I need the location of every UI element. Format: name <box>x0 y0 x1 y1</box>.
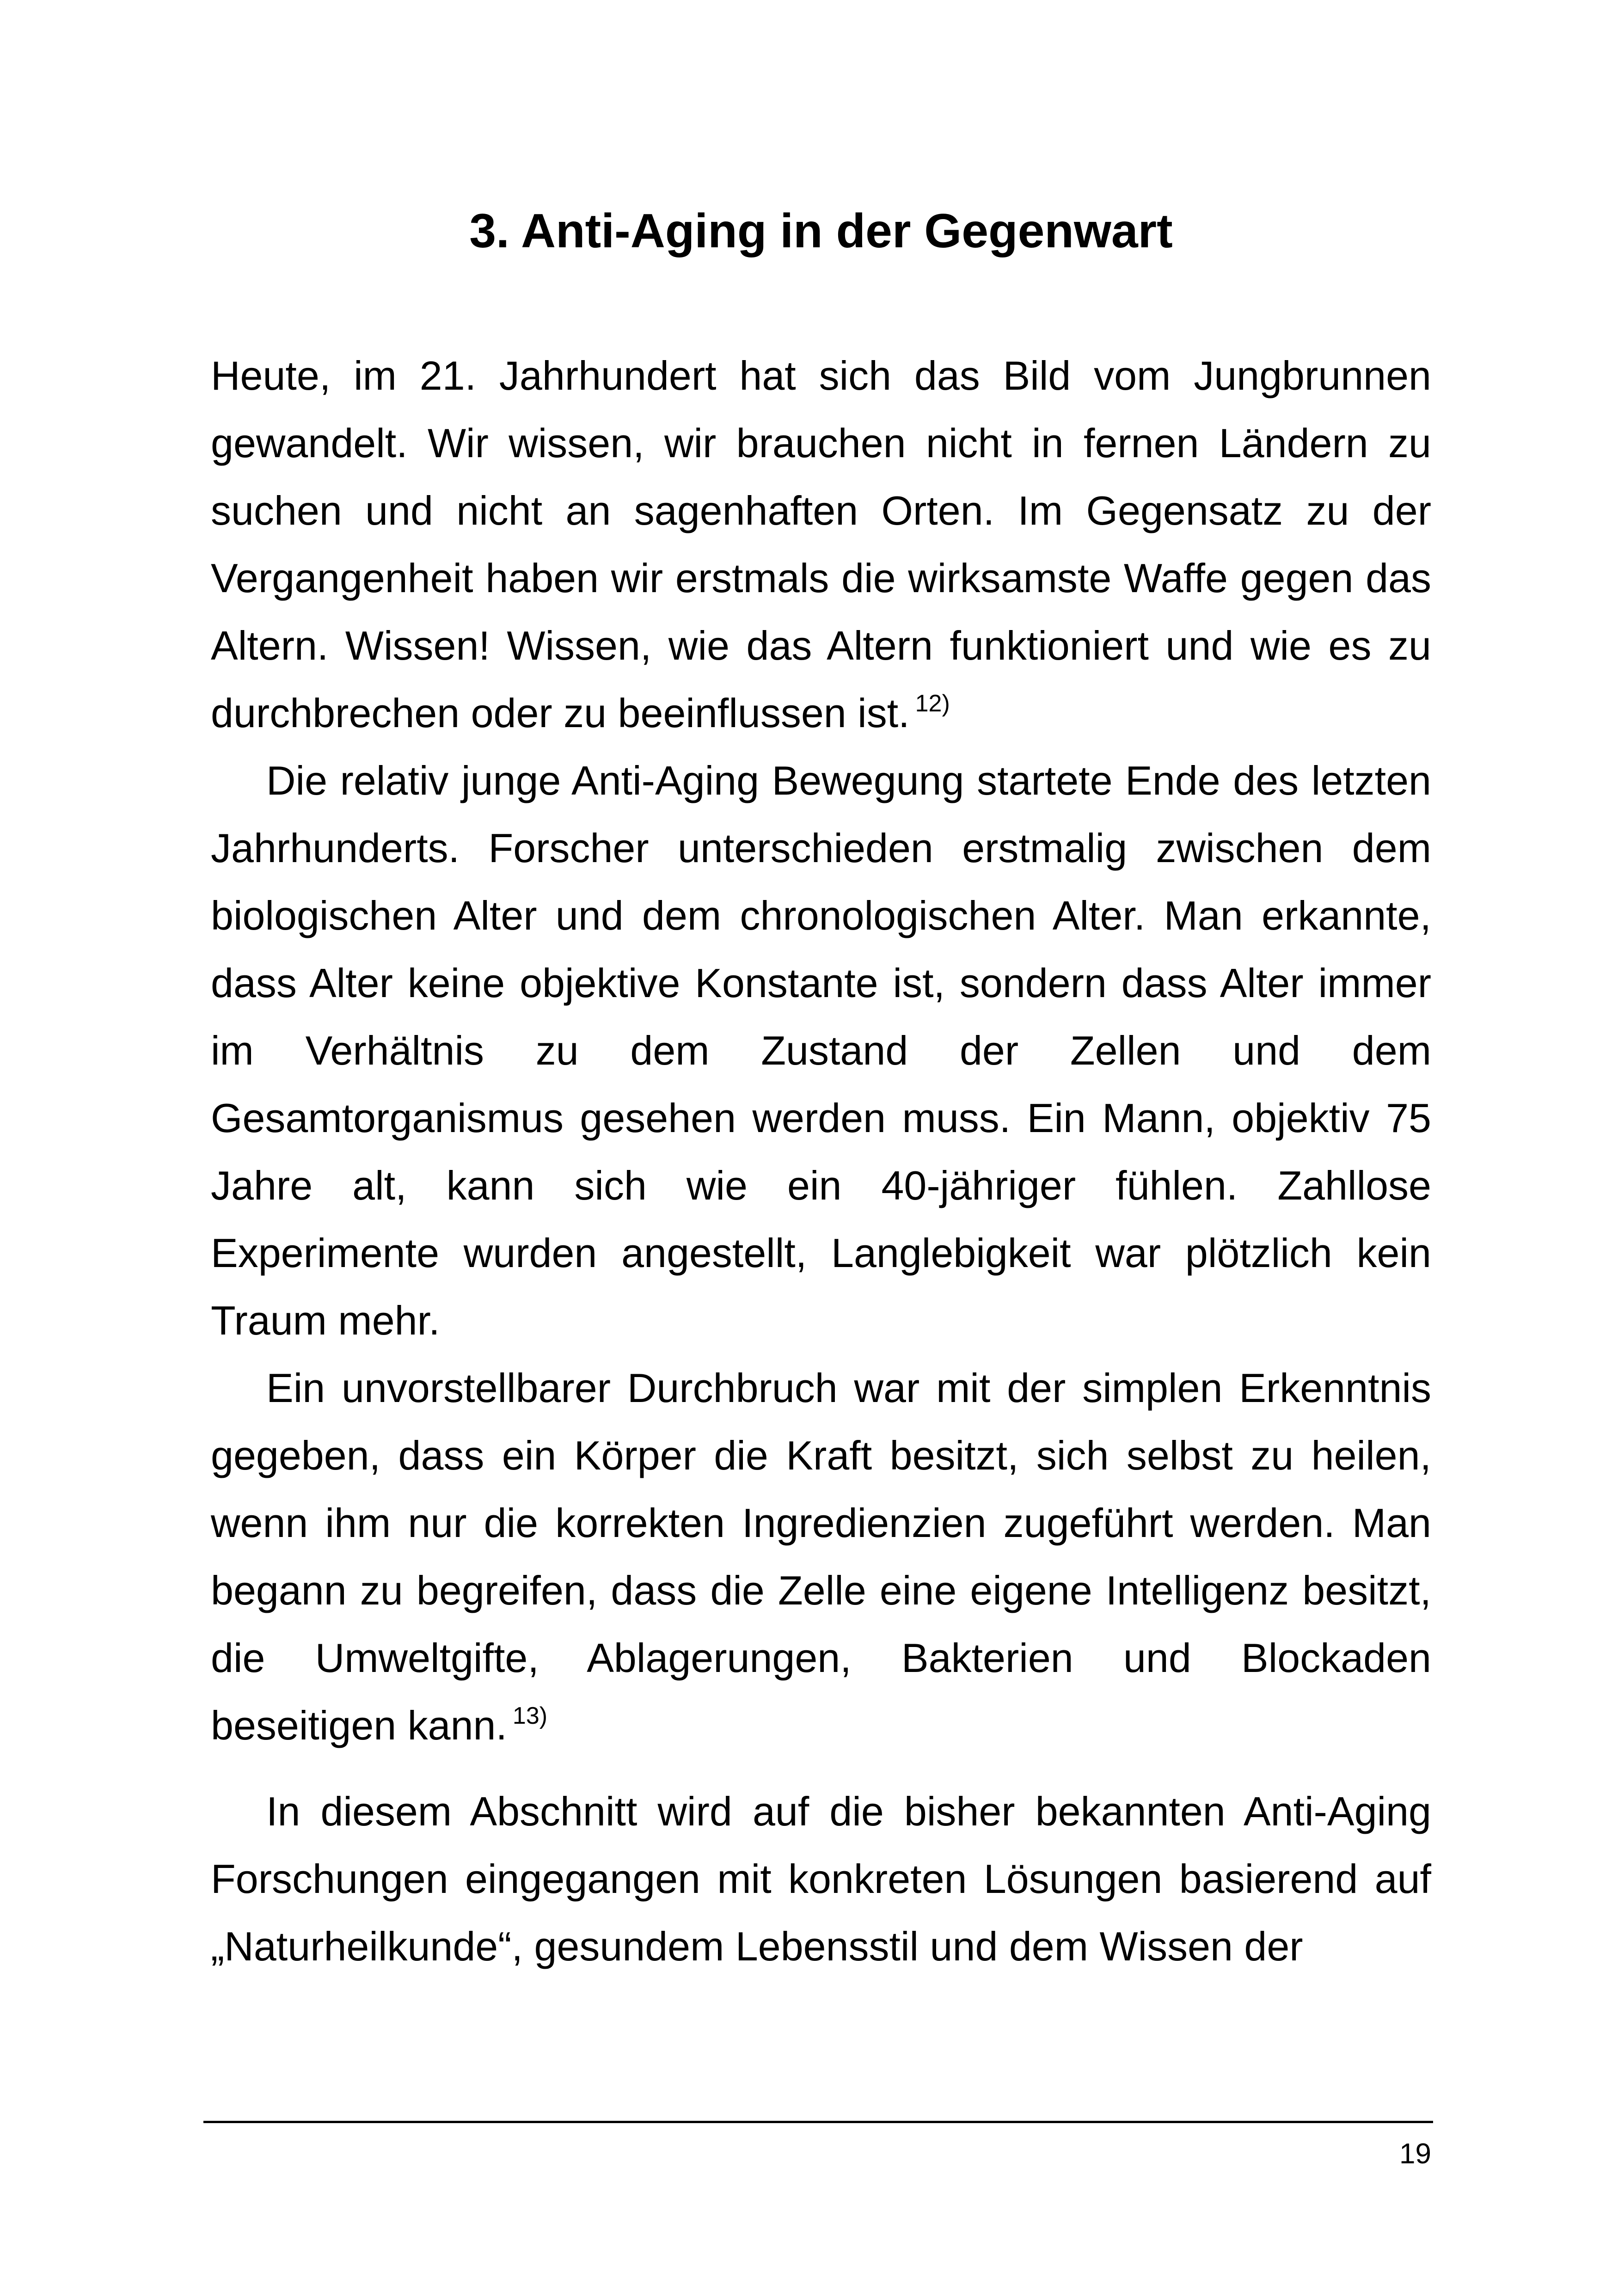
paragraph-text: Ein unvorstellbarer Durchbruch war mit der simplen Erkenntnis gegeben, dass ein Körper die Kraft besitzt, sich selbst zu heilen, wenn ihm nur die korrekten Ingredienzien zugeführt werden. Man begann zu begreifen, dass die Zelle eine eigene Intelligenz besitzt, die Umweltgifte, Ablagerungen, Bakterien und Blockaden beseitigen kann. <box>211 1365 1431 1748</box>
paragraph-text: Heute, im 21. Jahrhundert hat sich das Bild vom Jungbrunnen gewandelt. Wir wissen, wir brauchen nicht in fernen Ländern zu suchen und nicht an sagenhaften Orten. Im Gegensatz zu der Vergangenheit haben wir erstmals die wirksamste Waffe gegen das Altern. Wissen! Wissen, wie das Altern funktioniert und wie es zu durchbrechen oder zu beeinflussen ist. <box>211 353 1431 736</box>
paragraph <box>211 342 1431 747</box>
paragraph <box>211 1354 1431 1759</box>
paragraph-text: Die relativ junge Anti-Aging Bewegung startete Ende des letzten Jahrhunderts. Forscher unterschieden erstmalig zwischen dem biologischen Alter und dem chronologischen Alter. Man erkannte, dass Alter keine objektive Konstante ist, sondern dass Alter immer im Verhältnis zu dem Zustand der Zellen und dem Gesamtorganismus gesehen werden muss. Ein Mann, objektiv 75 Jahre alt, kann sich wie ein 40-jähriger fühlen. Zahllose Experimente wurden angestellt, Langlebigkeit war plötzlich kein Traum mehr. <box>211 758 1431 1343</box>
paragraph <box>211 1778 1431 1980</box>
paragraph-text: In diesem Abschnitt wird auf die bisher bekannten Anti-Aging Forschungen eingegangen mit konkreten Lösungen basierend auf „Naturheilkunde“, gesundem Lebensstil und dem Wissen der <box>211 1788 1431 1969</box>
body-text <box>211 342 1431 1980</box>
paragraph <box>211 747 1431 1354</box>
footnote-reference[interactable]: 12) <box>915 690 950 717</box>
page-number: 19 <box>1399 2138 1431 2170</box>
chapter-title: 3. Anti-Aging in der Gegenwart <box>469 204 1173 258</box>
footer-divider <box>203 2121 1433 2123</box>
footnote-reference[interactable]: 13) <box>512 1702 548 1729</box>
